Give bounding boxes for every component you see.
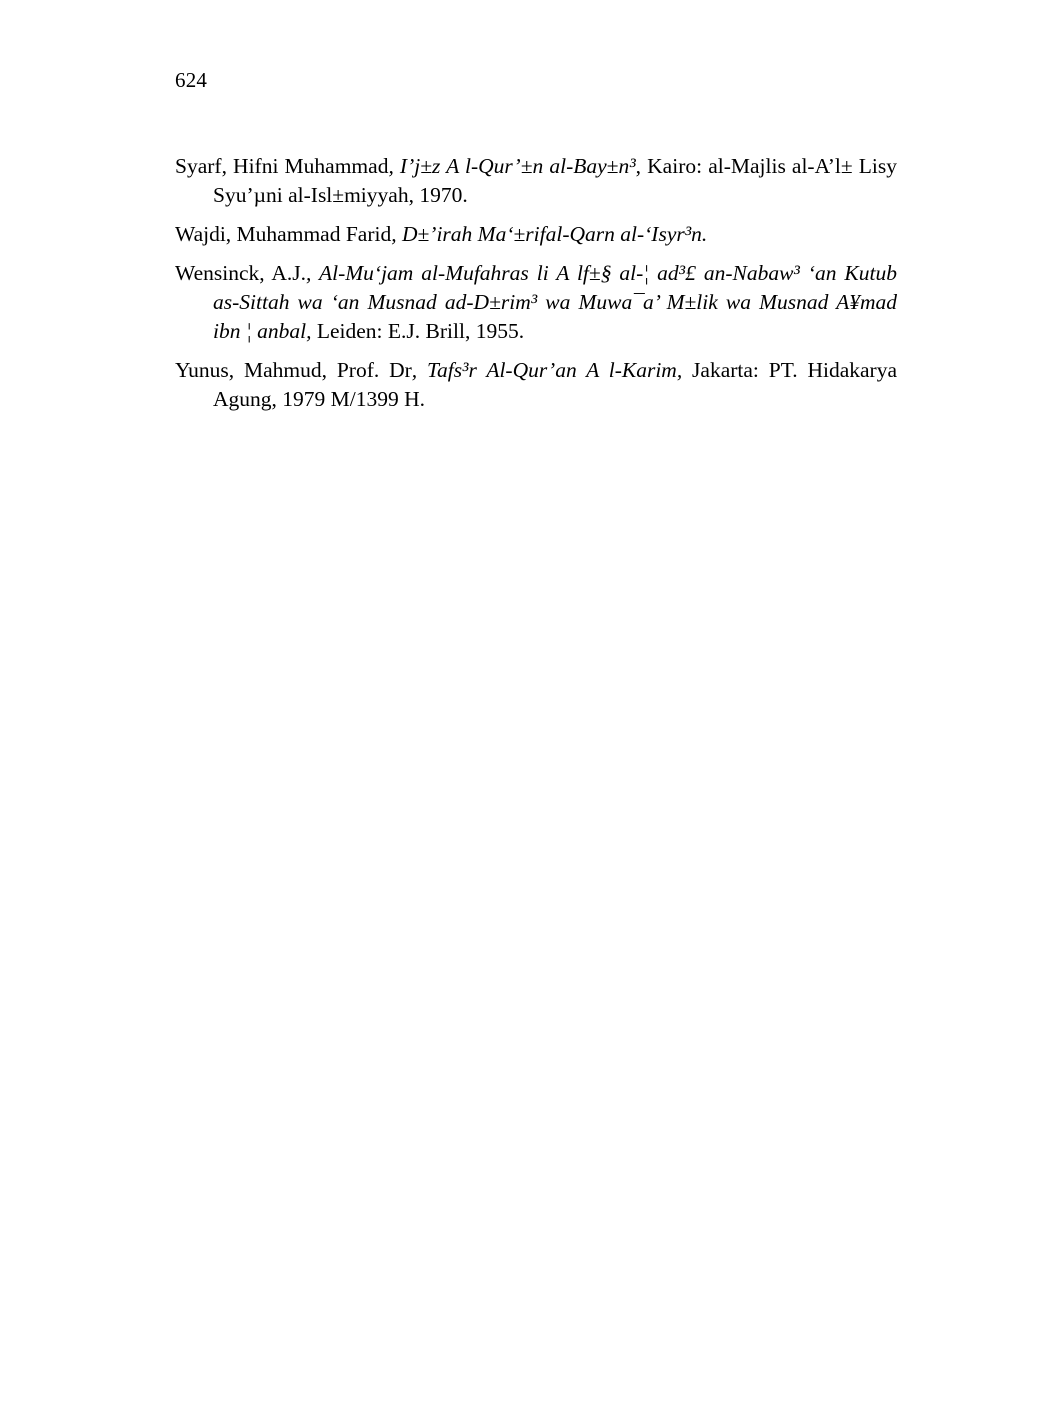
bibliography-entry <box>175 152 897 210</box>
entry-title: , D±’irah Ma‘±rifal-Qarn al-‘Isyr³n. <box>391 222 708 246</box>
entry-author: Syarf, Hifni Muhammad <box>175 154 389 178</box>
entry-title: , I’j±z A l-Qur’±n al-Bay±n³ <box>388 154 636 178</box>
bibliography-entry <box>175 220 897 249</box>
bibliography-entry <box>175 259 897 346</box>
entry-title: , Al-Mu‘jam al-Mufahras li A lf±§ al-¦ ad³£ an-Nabaw³ ‘an Kutub as-Sittah wa ‘an Musnad ad-D±rim³ wa Muwa¯a’ M±lik wa Musnad A¥mad ibn ¦ anbal, <box>213 261 897 343</box>
entry-title: , Tafs³r Al-Qur’an A l-Karim, <box>411 358 683 382</box>
entry-publication: Leiden: E.J. Brill, 1955. <box>311 319 525 343</box>
page-number: 624 <box>175 68 208 92</box>
entry-author: Wajdi, Muhammad Farid <box>175 222 392 246</box>
entry-author: Wensinck, A.J. <box>175 261 307 285</box>
entry-author: Yunus, Mahmud, Prof. Dr <box>175 358 412 382</box>
entry-publication: Jakarta: PT. Hidakarya Agung, 1979 M/1399 H. <box>213 358 897 411</box>
bibliography-list <box>175 152 897 414</box>
bibliography-entry <box>175 356 897 414</box>
entry-publication: , Kairo: al-Majlis al-A’l± Lisy Syu’µni al-Isl±miyyah, 1970. <box>213 154 898 207</box>
